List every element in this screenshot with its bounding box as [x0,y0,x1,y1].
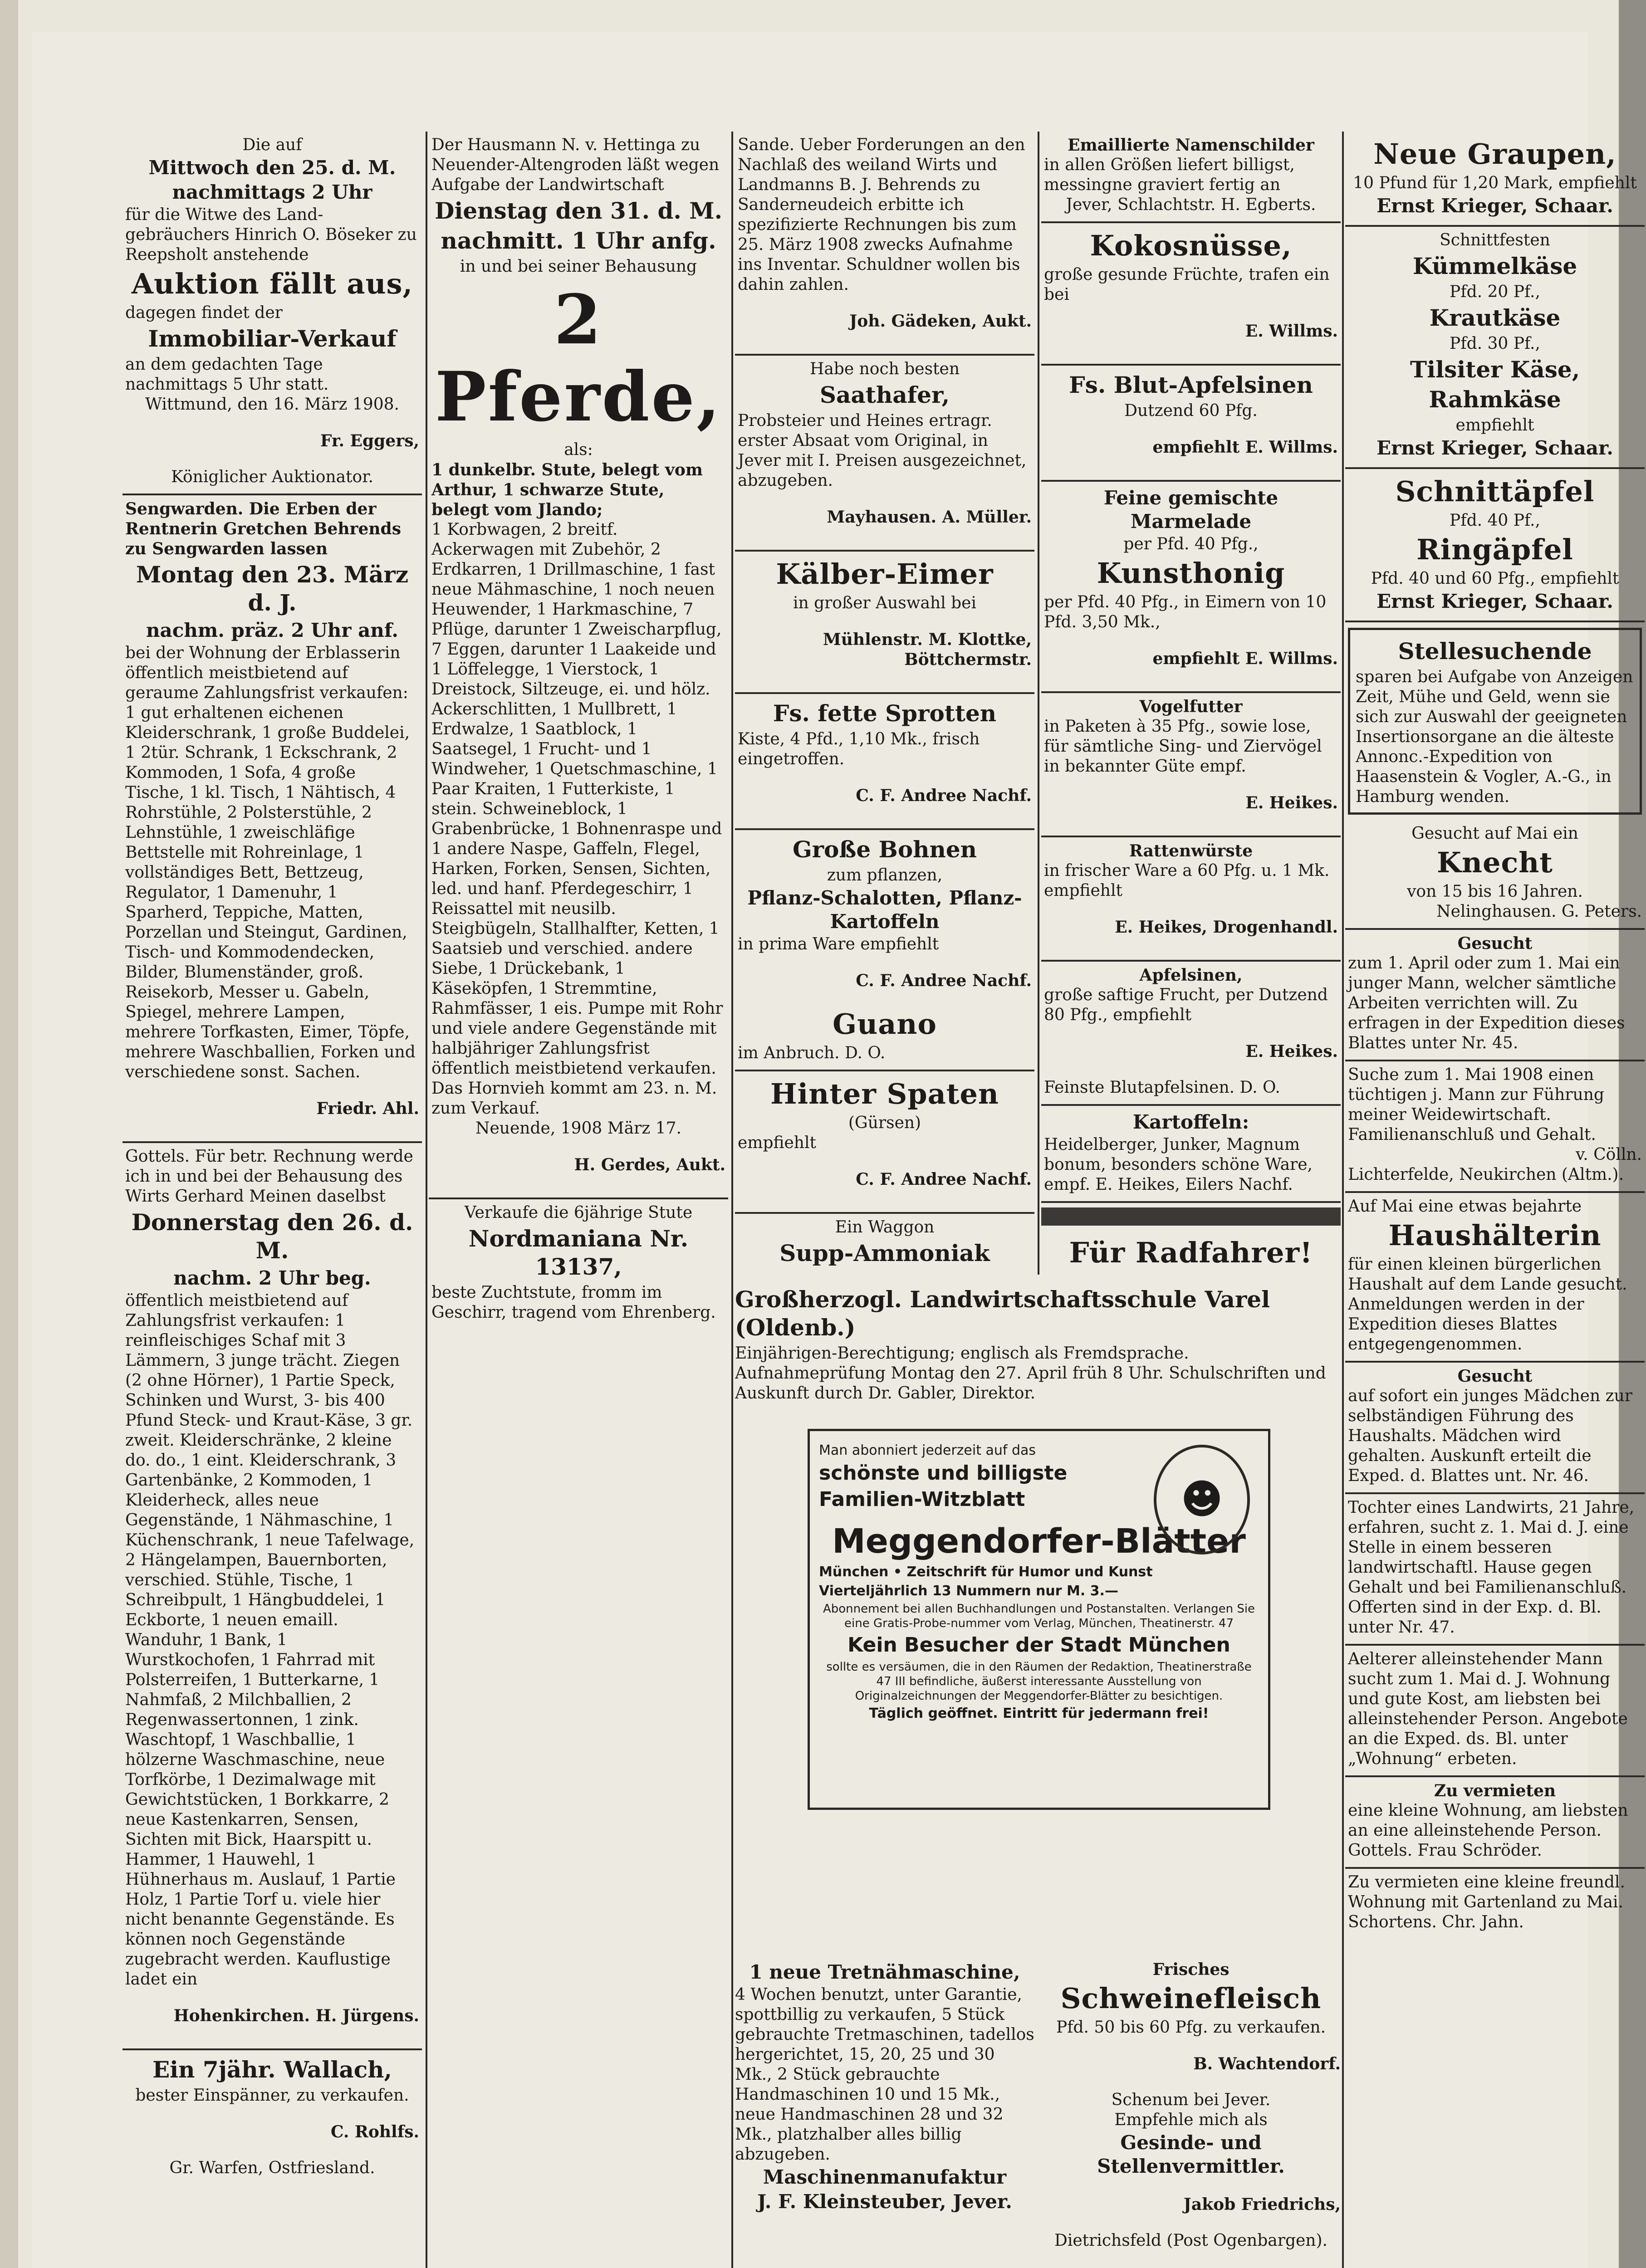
ad-pork-and-agent [1041,1960,1341,2268]
column-rule [731,132,733,2268]
ad-title: Emaillierte Namenschilder [1068,136,1314,155]
ad-title: Montag den 23. März d. J. [136,561,409,616]
ad-wanted-man [1345,930,1645,1061]
ad-title: Immobiliar-Verkauf [148,325,397,352]
ad-title: Knecht [1437,846,1553,879]
ad-title: Rahmkäse [1429,386,1561,413]
ad-seed-oats [735,356,1034,552]
ad-meggendorfer-blaetter [808,1429,1270,1810]
ad-oranges [1041,962,1341,1106]
ad-title: Dienstag den 31. d. M. [435,197,722,224]
ad-text: Kein Besucher der Stadt München [847,1633,1230,1657]
ad-place: Gr. Warfen, Ostfriesland. [169,2159,375,2177]
ad-title: Feine gemischte Marmelade [1103,487,1279,533]
ad-text: an dem gedachten Tage nachmittags 5 Uhr statt. [125,355,329,394]
ad-calf-buckets [735,552,1034,694]
ad-body: Zu vermieten eine kleine freundl. Wohnung mit Gartenland zu Mai. [1348,1873,1625,1911]
ad-dried-apples [1345,469,1645,622]
ad-subtitle: nachmitt. 1 Uhr anfg. [441,227,716,254]
ad-body: in prima Ware empfiehlt [738,935,939,953]
ad-text: schönste und billigste [819,1461,1068,1485]
ad-bird-food [1041,693,1341,837]
ad-body: empfiehlt [1455,416,1534,435]
ad-body: öffentlich meistbietend auf Zahlungsfrist verkaufen: 1 reinfleischiges Schaf mit 3 Lämmern, 3 junge trächt. Ziegen (2 ohne Hörner), 1 Partie Speck, Schinken und Wurst, 3- bis 400 Pfund Steck- und Kraut-Käse, 3 gr. zweit. Kleiderschränke, 2 kleine do. do., 1 eint. Kleiderschrank, 3 Gartenbänke, 2 Kommoden, 1 Kleiderheck, alles neue Gegenstände, 1 Nähmaschine, 1 Küchenschrank, 1 neue Tafelwage, 2 Hängelampen, Bauernborten, verschied. Stühle, Tische, 1 Schreibpult, 1 Hängbuddelei, 1 Eckborte, 1 neuen emaill. Wanduhr, 1 Bank, 1 Wurstkochofen, 1 Fahrrad mit Polsterreifen, 1 Butterkarne, 1 Nahmfaß, 2 Milchballien, 2 Regenwassertonnen, 1 zink. Waschtopf, 1 Waschballie, 1 hölzerne Waschmaschine, neue Torfkörbe, 1 Dezimalwage mit Gewichtstücken, 1 Borkkarre, 2 neue Kastenkarren, Sensen, Sichten mit Bick, Haarspitt u. Hammer, 1 Hauwehl, 1 Hühnerhaus m. Auslauf, 1 Partie Holz, 1 Partie Torf u. viele hier nicht benannte Gegenstände. Es können noch Gegenstände zugebracht werden. Kauflustige ladet ein [125,1291,415,1989]
ad-horse-auction [429,132,728,1199]
ad-title: Rattenwürste [1129,841,1253,860]
ad-signer: B. Wachtendorf. [1193,2054,1341,2073]
ad-signer: E. Heikes. [1245,1042,1338,1061]
ad-time: nachmittags 2 Uhr [172,181,372,203]
ad-signer: Jever, Schlachtstr. H. Egberts. [1066,196,1316,214]
ad-date: Wittmund, den 16. März 1908. [145,395,399,414]
ad-signer: Ernst Krieger, Schaar. [1377,590,1613,612]
ad-title: Supp-Ammoniak [779,1240,990,1266]
ad-title: Große Bohnen [792,836,977,863]
ad-mare [429,1199,728,1338]
ad-title: Schnittäpfel [1395,475,1595,508]
ad-place: Lichterfelde, Neukirchen (Altm.). [1348,1165,1624,1184]
ad-signer: empfiehlt E. Willms. [1152,438,1338,457]
ad-subtitle: zum pflanzen, [827,866,943,885]
ad-farmhand [1345,820,1645,930]
ad-place: Dietrichsfeld (Post Ogenbargen). [1054,2231,1328,2250]
ad-text: Die auf [242,136,302,154]
ad-fertilizer [735,1214,1034,1266]
ad-title: 1 neue Tretnähmaschine, [749,1961,1020,1983]
ad-blood-oranges [1041,366,1341,482]
ad-signer: Mayhausen. A. Müller. [827,508,1032,527]
ad-lodging-wanted [1345,1646,1645,1777]
ad-title: Vogelfutter [1139,697,1243,716]
ad-title: Krautkäse [1429,304,1561,331]
ad-place: Schenum bei Jever. [1111,2091,1271,2109]
ad-title: Donnerstag den 26. d. M. [131,1209,413,1264]
ad-signer: Joh. Gädeken, Aukt. [849,312,1032,331]
ad-body: Heidelberger, Junker, Magnum bonum, besonders schöne Ware, empf. E. Heikes, Eilers Nachf. [1044,1135,1313,1194]
ad-intro: Frisches [1152,1960,1230,1979]
ad-price: Pfd. 40 Pf., [1450,511,1540,530]
ad-body: Probsteier und Heines ertragr. erster Absaat vom Original, in Jever mit I. Preisen ausgezeichnet, abzugeben. [738,411,1027,490]
ad-title: Meggendorfer-Blätter [832,1522,1246,1561]
ad-body: Tochter eines Landwirts, 21 Jahre, erfahren, sucht z. 1. Mai d. J. eine Stelle in einem besseren landwirtschaftl. Hause gegen Gehalt und bei Familienanschluß. Offerten sind in der Exp. d. Bl. unter Nr. 47. [1348,1498,1635,1637]
ad-body: Aelterer alleinstehender Mann sucht zum 1. Mai d. J. Wohnung und gute Kost, am liebsten bei alleinstehender Person. Angebote an die Exped. ds. Bl. unter „Wohnung“ erbeten. [1348,1650,1628,1768]
ad-signer: Schortens. Chr. Jahn. [1348,1913,1524,1931]
ad-estate-sale-gottels [122,1143,422,2050]
ad-signer: C. F. Andree Nachf. [856,971,1032,990]
ad-title: Kümmelkäse [1412,253,1577,279]
ad-cyclists [1041,1230,1341,1266]
ad-body: große gesunde Früchte, trafen ein bei [1044,265,1330,304]
ad-text: dagegen findet der [125,303,283,322]
ad-estate-notice-sande [735,132,1034,356]
ad-signer: Mühlenstr. M. Klottke, Böttchermstr. [823,630,1032,669]
ad-signer: Ernst Krieger, Schaar. [1377,195,1613,217]
ad-title: Kälber-Eimer [776,557,994,591]
ad-body: bester Einspänner, zu verkaufen. [135,2086,409,2105]
ad-title: Haushälterin [1388,1219,1602,1252]
ad-body: empfiehlt [738,1134,816,1152]
ad-intro: Gesucht auf Mai ein [1411,824,1578,843]
ad-body: große saftige Frucht, per Dutzend 80 Pfg., empfiehlt [1044,986,1328,1024]
ad-signer: C. F. Andree Nachf. [856,786,1032,805]
ad-intro: Auf Mai eine etwas bejahrte [1348,1197,1582,1216]
ad-title: Gesinde- und Stellenvermittler. [1097,2131,1285,2177]
ad-title: Schweinefleisch [1060,1982,1322,2015]
ad-subtitle: nachm. 2 Uhr beg. [173,1267,371,1289]
ad-text: im Anbruch. D. O. [738,1044,886,1062]
ad-text: Man abonniert jederzeit auf das [819,1442,1036,1458]
ad-intro: Verkaufe die 6jährige Stute [464,1203,693,1222]
ad-body: per Pfd. 40 Pfg., [1123,535,1259,553]
column-rule [426,132,427,2268]
ad-title: Großherzogl. Landwirtschaftsschule Varel (Oldenb.) [735,1286,1270,1341]
ad-intro: Habe noch besten [809,360,960,378]
column-rule [1038,132,1039,1275]
ad-auction-cancelled [122,132,422,495]
ad-body: Pfd. 50 bis 60 Pfg. zu verkaufen. [1056,2018,1326,2037]
ad-title: Nordmaniana Nr. 13137, [468,1225,689,1280]
ad-title: Tilsiter Käse, [1410,356,1580,383]
ad-intro: Ein Waggon [835,1218,935,1237]
ad-title: Guano [833,1007,937,1041]
ad-signer: H. Gerdes, Aukt. [574,1155,725,1174]
ad-text: Vierteljährlich 13 Nummern nur M. 3.— [819,1583,1118,1599]
column-rule [1342,132,1344,2268]
ad-farm-manager [1345,1061,1645,1193]
ad-for-rent-2 [1345,1869,1645,1939]
ad-barley [1345,132,1645,227]
ad-title: Neue Graupen, [1373,137,1617,171]
ad-title: Pflanz-Schalotten, Pflanz-Kartoffeln [747,887,1022,933]
ad-items: 1 dunkelbr. Stute, belegt vom Arthur, 1 schwarze Stute, belegt vom Jlando; [431,460,703,519]
column-4 [1041,132,1341,1266]
ad-title: Kartoffeln: [1132,1111,1249,1133]
ad-intro: Der Hausmann N. v. Hettinga zu Neuender-Altengroden läßt wegen Aufgabe der Landwirtschaft [431,136,720,194]
ad-text: Königlicher Auktionator. [171,468,373,486]
ad-body: 4 Wochen benutzt, unter Garantie, spottbillig zu verkaufen, 5 Stück gebrauchte Tretmaschinen, tadellos hergerichtet, 15, 20, 25 und 30 Mk., 2 Stück gebrauchte Handmaschinen 10 und 15 Mk., neue Handmaschinen 28 und 32 Mk., platzhalber alles billig abzugeben. [735,1985,1034,2164]
ad-gelding [122,2050,422,2185]
ad-name-plates [1041,132,1341,223]
ad-title: Fs. Blut-Apfelsinen [1069,371,1313,398]
ad-spades [735,1071,1034,1214]
ad-body: von 15 bis 16 Jahren. [1407,882,1583,901]
ad-body: für einen kleinen bürgerlichen Haushalt auf dem Lande gesucht. Anmeldungen werden in der Expedition dieses Blattes entgegengenommen. [1348,1255,1627,1354]
ad-signer: J. F. Kleinsteuber, Jever. [757,2190,1012,2213]
ad-text: in und bei seiner Behausung [460,257,697,276]
ad-title: Apfelsinen, [1139,966,1243,985]
ad-signer: E. Heikes, Drogenhandl. [1115,918,1338,937]
ad-subtitle: nachm. präz. 2 Uhr anf. [146,619,399,641]
ad-title: Stellesuchende [1398,638,1592,665]
ad-signer: Gottels. Frau Schröder. [1348,1841,1542,1860]
ad-text: Familien-Witzblatt [819,1488,1025,1511]
ad-intro: Schnittfesten [1440,231,1550,249]
ad-wanted-girl [1345,1363,1645,1494]
column-3 [735,132,1034,1266]
ad-signer: Fr. Eggers, [320,431,419,450]
ad-body: eine kleine Wohnung, am liebsten an eine alleinstehende Person. [1348,1801,1628,1840]
ad-job-seekers-box [1348,628,1642,815]
ad-body: Kiste, 4 Pfd., 1,10 Mk., frisch eingetroffen. [738,730,980,768]
ad-beans-guano [735,830,1034,1071]
ad-body: bei der Wohnung der Erblasserin öffentlich meistbietend auf geraume Zahlungsfrist verkaufen: 1 gut erhaltenen eichenen Kleiderschrank, 1 große Buddelei, 1 2tür. Schrank, 1 Eckschrank, 2 Kommoden, 1 Sofa, 4 große Tische, 1 kl. Tisch, 1 Nähtisch, 4 Rohrstühle, 2 Polsterstühle, 2 Lehnstühle, 1 zweischläfige Bettstelle mit Rohreinlage, 1 vollständiges Bett, Bettzeug, Regulator, 1 Damenuhr, 1 Sparherd, Teppiche, Matten, Porzellan und Steingut, Gardinen, Tisch- und Kommodendecken, Bilder, Blumenständer, groß. Reisekorb, Messer u. Gabeln, Spiegel, mehrere Lampen, mehrere Torfkasten, Eimer, Töpfe, mehrere Waschballien, Forken und verschiedene sonst. Sachen. [125,644,416,1081]
ad-cheese [1345,227,1645,469]
ad-price: Pfd. 30 Pf., [1450,334,1540,353]
ad-signer: Friedr. Ahl. [316,1099,419,1118]
ad-date: Neuende, 1908 März 17. [475,1119,681,1138]
ad-text: Abonnement bei allen Buchhandlungen und Postanstalten. Verlangen Sie eine Gratis-Probe-nummer vom Verlag, München, Theatinerstr. 47 [823,1602,1255,1630]
ad-date: Mittwoch den 25. d. M. [148,156,396,179]
ad-signer: v. Cölln. [1576,1145,1642,1164]
ad-estate-sale-sengwarden [122,495,422,1143]
jester-mask-icon: ☻ [1154,1445,1250,1554]
ad-text: Täglich geöffnet. Eintritt für jedermann frei! [869,1706,1209,1721]
ad-marmalade-honey [1041,482,1341,693]
ad-text: für die Witwe des Land-gebräuchers Hinrich O. Böseker zu Reepsholt anstehende [125,205,417,264]
ad-title: Auktion fällt aus, [131,267,413,300]
ad-body: in frischer Ware a 60 Pfg. u. 1 Mk. empfiehlt [1044,861,1330,900]
ad-body: Sande. Ueber Forderungen an den Nachlaß des weiland Wirts und Landmanns B. J. Behrends zu Sanderneudeich erbitte ich spezifizierte Rechnungen bis zum 25. März 1908 zwecks Aufnahme ins Inventar. Schuldner wollen bis dahin zahlen. [738,136,1025,294]
ad-title: Kunsthonig [1097,557,1285,590]
ad-signer: E. Willms. [1245,322,1338,341]
ad-signer: E. Heikes. [1245,793,1338,812]
ad-sprats [735,694,1034,830]
ad-text: als: [564,440,593,459]
ad-body: per Pfd. 40 Pfg., in Eimern von 10 Pfd. 3,50 Mk., [1044,593,1327,631]
ad-rat-poison [1041,837,1341,962]
ad-signer: C. Rohlfs. [330,2122,419,2141]
ad-body: 10 Pfund für 1,20 Mark, empfiehlt [1353,174,1637,192]
ad-housekeeper [1345,1193,1645,1363]
ad-coconuts [1041,223,1341,366]
ad-signer: C. F. Andree Nachf. [856,1170,1032,1189]
column-1 [122,132,422,2268]
ad-price: Pfd. 20 Pf., [1450,283,1540,301]
ad-body: Einjährigen-Berechtigung; englisch als Fremdsprache. Aufnahmeprüfung Montag den 27. April früh 8 Uhr. Schulschriften und Auskunft durch Dr. Gabler, Direktor. [735,1344,1326,1403]
ad-body: 1 Korbwagen, 2 breitf. Ackerwagen mit Zubehör, 2 Erdkarren, 1 Drillmaschine, 1 fast neue Mähmaschine, 1 noch neuen Heuwender, 1 Harkmaschine, 7 Pflüge, darunter 1 Zweischarpflug, 7 Eggen, darunter 1 Laakeide und 1 Löffelegge, 1 Vierstock, 1 Dreistock, Siltzeuge, ei. und hölz. Ackerschlitten, 1 Mullbrett, 1 Erdwalze, 1 Saatblock, 1 Saatsegel, 1 Frucht- und 1 Windweher, 1 Quetschmaschine, 1 Paar Kraiten, 1 Futterkiste, 1 stein. Schweineblock, 1 Grabenbrücke, 1 Bohnenraspe und 1 andere Naspe, Gaffeln, Flegel, Harken, Forken, Sensen, Sichten, led. und hanf. Pferdegeschirr, 1 Reissattel mit neusilb. Steigbügeln, Stallhalfter, Ketten, 1 Saatsieb und verschied. andere Siebe, 1 Drückebank, 1 Käseköpfen, 1 Stremmtine, Rahmfässer, 1 eis. Pumpe mit Rohr und viele andere Gegenstände mit halbjähriger Zahlungsfrist öffentlich meistbietend verkaufen. Das Hornvieh kommt am 23. n. M. zum Verkauf. [431,520,723,1118]
ad-price: Pfd. 40 und 60 Pfg., empfiehlt [1371,569,1619,588]
ad-title: Gesucht [1457,934,1533,953]
ad-body: auf sofort ein junges Mädchen zur selbständigen Führung des Haushalts. Mädchen wird gehalten. Auskunft erteilt die Exped. d. Blattes unt. Nr. 46. [1348,1387,1632,1485]
ad-for-rent-1 [1345,1777,1645,1869]
ad-body: in allen Größen liefert billigst, messingne graviert fertig an [1044,156,1295,194]
ad-intro: Gottels. Für betr. Rechnung werde ich in und bei der Behausung des Wirts Gerhard Meinen daselbst [125,1147,413,1206]
ad-signer: Ernst Krieger, Schaar. [1377,437,1613,459]
ad-title: Saathafer, [819,381,950,408]
column-2 [429,132,728,1338]
ad-title: Für Radfahrer! [1069,1236,1313,1266]
ad-title: Gesucht [1457,1367,1533,1386]
ad-farmer-daughter [1345,1494,1645,1646]
ad-title: Ein 7jähr. Wallach, [152,2056,392,2083]
ad-sewing-machines [735,1960,1034,2268]
ad-body: in Paketen à 35 Pfg., sowie lose, für sämtliche Sing- und Ziervögel in bekannter Güte empf. [1044,717,1322,776]
ad-body: zum 1. April oder zum 1. Mai ein junger Mann, welcher sämtliche Arbeiten verrichten will. Zu erfragen in der Expedition dieses Blattes unter Nr. 45. [1348,954,1625,1052]
ad-signer: Jakob Friedrichs, [1183,2195,1341,2214]
ad-body: Dutzend 60 Pfg. [1124,401,1258,420]
ad-body: in großer Auswahl bei [793,594,976,612]
divider-bar [1041,1207,1341,1226]
ad-text: sollte es versäumen, die in den Räumen der Redaktion, Theatinerstraße 47 III befindliche, äußerst interessante Ausstellung von Originalzeichnungen der Meggendorfer-Blätter zu besichtigen. [826,1660,1252,1703]
ad-title: Kokosnüsse, [1090,229,1292,262]
ad-title: Ringäpfel [1416,533,1573,566]
column-5 [1345,132,1645,2268]
ad-title: Zu vermieten [1434,1781,1556,1800]
ad-subtitle: (Gürsen) [848,1114,921,1132]
ad-title: Fs. fette Sprotten [773,700,997,727]
ad-body: beste Zuchtstute, fromm im Geschirr, tragend vom Ehrenberg. [431,1283,716,1322]
ad-headline: 2 Pferde, [435,280,722,437]
ad-intro: Empfehle mich als [1114,2111,1268,2129]
ad-body: Suche zum 1. Mai 1908 einen tüchtigen j. Mann zur Führung meiner Weidewirtschaft. Familienanschluß und Gehalt. [1348,1066,1604,1144]
ad-signer: empfiehlt E. Willms. [1152,649,1338,668]
ad-text: München • Zeitschrift für Humor und Kunst [819,1564,1153,1580]
ad-potatoes [1041,1106,1341,1203]
ad-body: sparen bei Aufgabe von Anzeigen Zeit, Mühe und Geld, wenn sie sich zur Auswahl der geeigneten Insertionsorgane an die älteste Annonc.-Expedition von Haasenstein & Vogler, A.-G., in Hamburg wenden. [1356,668,1633,806]
scan-edge-left [0,0,18,2268]
ad-title: Hinter Spaten [770,1077,999,1110]
ad-intro: Sengwarden. Die Erben der Rentnerin Gretchen Behrends zu Sengwarden lassen [125,499,401,558]
ad-signer: Hohenkirchen. H. Jürgens. [173,2006,419,2025]
ad-title: Maschinenmanufaktur [763,2166,1007,2188]
ad-text: Feinste Blutapfelsinen. D. O. [1044,1078,1280,1097]
ad-signer: Nelinghausen. G. Peters. [1436,902,1642,921]
